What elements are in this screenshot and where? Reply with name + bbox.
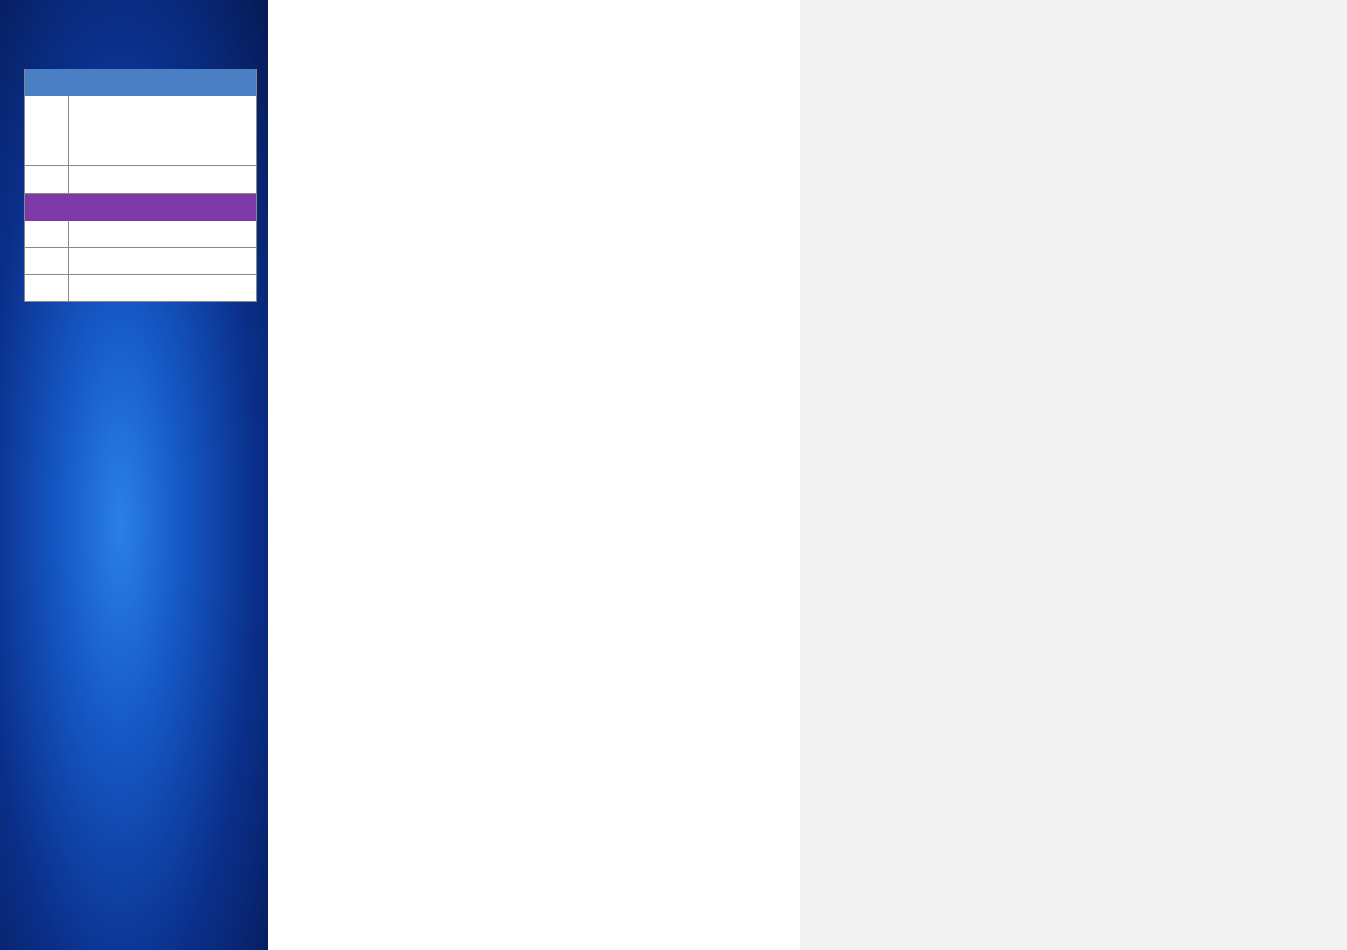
- schedule-row: [24, 221, 257, 248]
- event-cell: [68, 248, 256, 274]
- event-cell: [68, 221, 256, 247]
- schedule-row: [24, 275, 257, 302]
- schedule-row: [24, 166, 257, 194]
- thursday-schedule: [24, 69, 257, 302]
- event-cell: [68, 96, 256, 165]
- event-cell: [68, 166, 256, 193]
- thu-ring-header: [24, 194, 257, 221]
- thu-namesti-header: [24, 69, 257, 96]
- schedule-row: [24, 96, 257, 166]
- schedule-row: [24, 248, 257, 275]
- saturday-background: [800, 0, 1347, 950]
- event-cell: [68, 275, 256, 301]
